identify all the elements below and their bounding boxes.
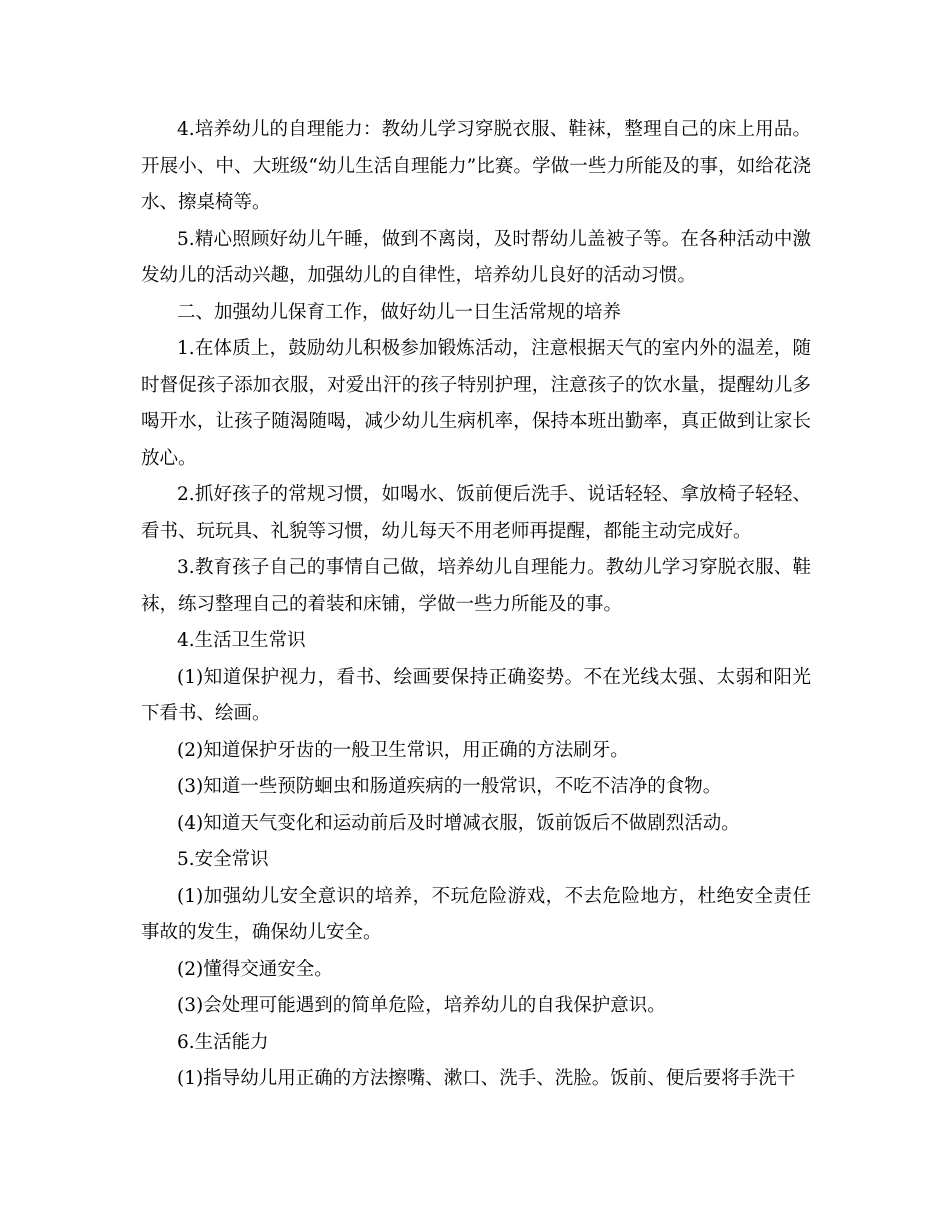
paragraph-nap-care: 5.精心照顾好幼儿午睡，做到不离岗，及时帮幼儿盖被子等。在各种活动中激发幼儿的活动兴趣，加强幼儿的自律性，培养幼儿良好的活动习惯。 xyxy=(141,228,811,286)
list-item-teeth: (2)知道保护牙齿的一般卫生常识，用正确的方法刷牙。 xyxy=(177,739,629,761)
document-body xyxy=(141,112,811,1098)
list-item-danger-handling: (3)会处理可能遇到的简单危险，培养幼儿的自我保护意识。 xyxy=(177,995,666,1016)
list-item-traffic-safety: (2)懂得交通安全。 xyxy=(177,958,333,980)
paragraph-physical-health: 1.在体质上，鼓励幼儿积极参加锻炼活动，注意根据天气的室内外的温差，随时督促孩子添加衣服，对爱出汗的孩子特别护理，注意孩子的饮水量，提醒幼儿多喝开水，让孩子随渴随喝，减少幼儿生病机率，保持本班出勤率，真正做到让家长放心。 xyxy=(141,338,811,469)
list-item-clothing-weather: (4)知道天气变化和运动前后及时增减衣服，饭前饭后不做剧烈活动。 xyxy=(177,812,740,834)
list-item-eyesight: (1)知道保护视力，看书、绘画要保持正确姿势。不在光线太强、太弱和阳光下看书、绘画。 xyxy=(141,666,811,724)
section-heading-daily-routine: 二、加强幼儿保育工作，做好幼儿一日生活常规的培养 xyxy=(177,301,622,323)
paragraph-self-reliance: 3.教育孩子自己的事情自己做，培养幼儿自理能力。教幼儿学习穿脱衣服、鞋袜，练习整理自己的着装和床铺，学做一些力所能及的事。 xyxy=(141,557,811,615)
list-item-washing-guidance: (1)指导幼儿用正确的方法擦嘴、漱口、洗手、洗脸。饭前、便后要将手洗干 xyxy=(177,1068,796,1089)
subheading-hygiene-knowledge: 4.生活卫生常识 xyxy=(177,630,306,651)
list-item-safety-awareness: (1)加强幼儿安全意识的培养，不玩危险游戏，不去危险地方，杜绝安全责任事故的发生，确保幼儿安全。 xyxy=(141,885,811,943)
list-item-disease-prevention: (3)知道一些预防蛔虫和肠道疾病的一般常识，不吃不洁净的食物。 xyxy=(177,776,722,797)
subheading-life-skills: 6.生活能力 xyxy=(177,1031,269,1053)
paragraph-routine-habits: 2.抓好孩子的常规习惯，如喝水、饭前便后洗手、说话轻轻、拿放椅子轻轻、看书、玩玩具、礼貌等习惯，幼儿每天不用老师再提醒，都能主动完成好。 xyxy=(141,484,811,542)
subheading-safety-knowledge: 5.安全常识 xyxy=(177,849,269,870)
paragraph-self-care-ability: 4.培养幼儿的自理能力：教幼儿学习穿脱衣服、鞋袜，整理自己的床上用品。开展小、中、大班级“幼儿生活自理能力”比赛。学做一些力所能及的事，如给花浇水、擦桌椅等。 xyxy=(141,119,811,213)
